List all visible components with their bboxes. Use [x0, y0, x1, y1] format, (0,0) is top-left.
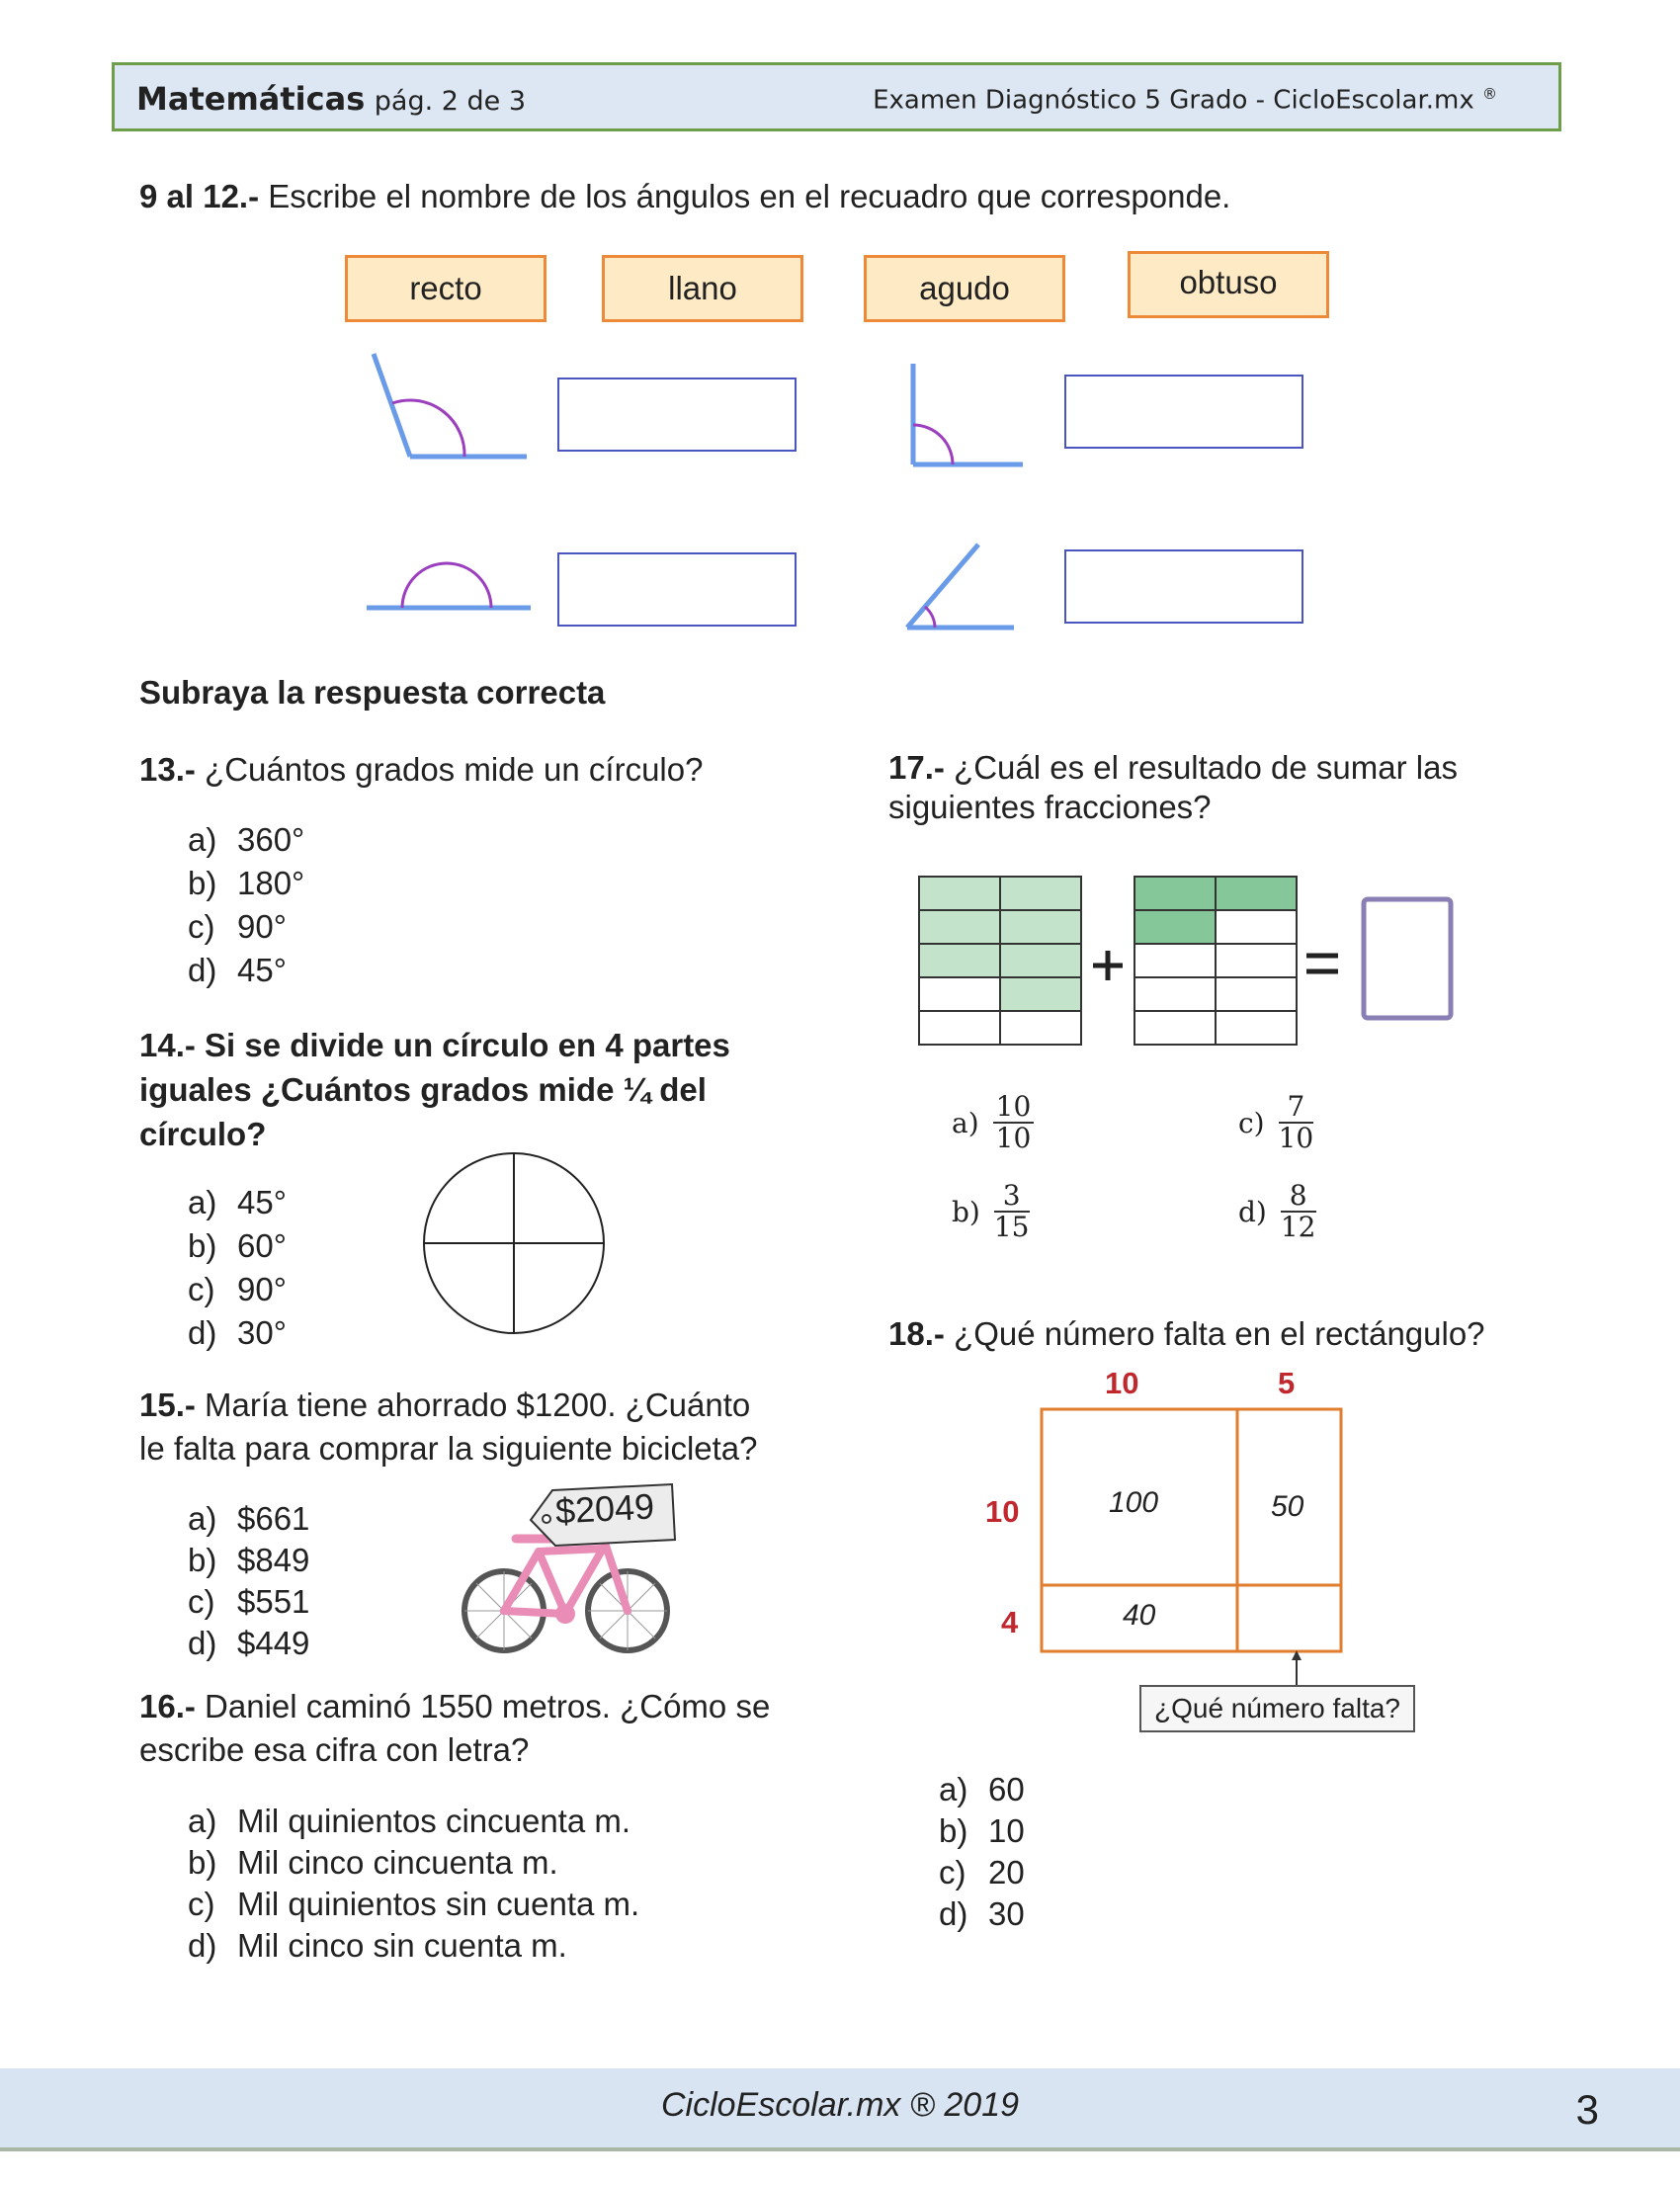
exam-title: Examen Diagnóstico 5 Grado - CicloEscolar.mx: [873, 85, 1474, 116]
option-letter: c): [188, 908, 215, 945]
right-angle-figure: [904, 356, 1033, 474]
option-text: Mil cinco sin cuenta m.: [237, 1927, 567, 1964]
option-c[interactable]: [188, 905, 304, 949]
obtuse-angle-figure: [356, 346, 534, 464]
q18-options: [939, 1769, 1025, 1935]
option-letter: c): [188, 1271, 215, 1307]
question-text: María tiene ahorrado $1200. ¿Cuánto: [195, 1387, 751, 1423]
option-d[interactable]: [188, 1311, 287, 1355]
answer-box-4[interactable]: [1064, 549, 1303, 624]
option-text: 90°: [237, 908, 287, 945]
denominator: 10: [1278, 1122, 1314, 1154]
option-letter: a): [188, 1184, 217, 1220]
numerator: 7: [1279, 1092, 1314, 1124]
cell-50: 50: [1271, 1490, 1304, 1523]
option-b[interactable]: [188, 1224, 287, 1268]
question-line: 14.- Si se divide un círculo en 4 partes: [139, 1027, 730, 1063]
option-letter: d): [188, 1625, 217, 1661]
option-text: 180°: [237, 865, 305, 901]
option-text: 45°: [237, 1184, 287, 1220]
acute-angle-figure: [899, 539, 1018, 632]
option-text: $849: [237, 1542, 310, 1578]
fraction-grids-figure: [917, 875, 1461, 1048]
question-number: 17.-: [888, 749, 945, 786]
subject-title: Matemáticas: [136, 80, 366, 118]
question-number: 18.-: [888, 1315, 945, 1352]
question-text: ¿Cuál es el resultado de sumar las: [944, 749, 1458, 786]
denominator: 12: [1280, 1211, 1316, 1243]
option-text: Mil quinientos sin cuenta m.: [237, 1886, 640, 1922]
missing-number-callout: ¿Qué número falta?: [1139, 1685, 1415, 1732]
fraction-10-10: [993, 1092, 1035, 1153]
option-d[interactable]: [188, 1623, 309, 1664]
question-text: Escribe el nombre de los ángulos en el recuadro que corresponde.: [259, 178, 1231, 214]
q17-option-b[interactable]: [952, 1181, 1030, 1242]
question-number: 16.-: [139, 1688, 196, 1724]
page-footer: [0, 2068, 1680, 2151]
answer-box-2[interactable]: [1064, 375, 1303, 449]
option-a[interactable]: [188, 1181, 287, 1224]
question-line: círculo?: [139, 1116, 267, 1152]
registered-mark: ®: [1482, 85, 1497, 103]
footer-text: CicloEscolar.mx ® 2019: [660, 2086, 1020, 2124]
question-14: [139, 1023, 730, 1156]
option-text: Mil quinientos cincuenta m.: [237, 1803, 631, 1839]
option-letter: d): [939, 1895, 968, 1932]
page-header: [112, 62, 1561, 131]
option-b[interactable]: [188, 862, 304, 905]
option-c[interactable]: [188, 1581, 309, 1623]
option-a[interactable]: [188, 818, 304, 862]
numerator: 3: [994, 1181, 1030, 1213]
option-text: 20: [988, 1854, 1025, 1891]
option-b[interactable]: [188, 1540, 309, 1581]
option-text: $449: [237, 1625, 310, 1661]
side-label-10: 10: [985, 1494, 1020, 1529]
option-letter: a): [952, 1106, 979, 1139]
denominator: 10: [995, 1122, 1032, 1154]
cell-100: 100: [1109, 1486, 1159, 1519]
question-line: siguientes fracciones?: [888, 789, 1212, 825]
area-model-figure: [1040, 1407, 1346, 1654]
price-tag-text: $2049: [553, 1485, 656, 1532]
header-subject: [136, 80, 526, 118]
question-text: Daniel caminó 1550 metros. ¿Cómo se: [195, 1688, 771, 1724]
option-a[interactable]: [188, 1498, 309, 1540]
question-18: [888, 1312, 1485, 1356]
page-indicator: pág. 2 de 3: [374, 86, 527, 117]
option-letter: c): [1238, 1106, 1265, 1139]
option-text: 60°: [237, 1227, 287, 1264]
option-letter: a): [188, 821, 217, 858]
option-letter: a): [188, 1803, 217, 1839]
option-letter: b): [188, 1844, 217, 1881]
option-text: 360°: [237, 821, 305, 858]
question-text: ¿Cuántos grados mide un círculo?: [195, 751, 704, 788]
option-letter: a): [188, 1500, 217, 1537]
numerator: 10: [993, 1092, 1035, 1124]
q13-options: [188, 818, 304, 992]
option-a[interactable]: [188, 1801, 639, 1842]
option-letter: c): [939, 1854, 966, 1891]
option-text: 10: [988, 1812, 1025, 1849]
option-text: 30°: [237, 1314, 287, 1351]
cell-40: 40: [1123, 1599, 1156, 1632]
question-line: le falta para comprar la siguiente bicicleta?: [139, 1430, 758, 1467]
label-llano: llano: [602, 255, 803, 322]
fraction-8-12: [1281, 1181, 1316, 1242]
option-letter: c): [188, 1583, 215, 1620]
straight-angle-figure: [364, 548, 534, 618]
fraction-grid-2: [1134, 877, 1297, 1045]
option-letter: b): [188, 1542, 217, 1578]
question-number: 13.-: [139, 751, 196, 788]
option-text: 60: [988, 1771, 1025, 1807]
option-text: 45°: [237, 952, 287, 988]
q14-options: [188, 1181, 287, 1355]
top-label-5: 5: [1278, 1366, 1296, 1400]
question-15: [139, 1384, 758, 1471]
top-label-10: 10: [1105, 1366, 1139, 1400]
q16-options: [188, 1801, 639, 1967]
option-text: 30: [988, 1895, 1025, 1932]
option-letter: c): [188, 1886, 215, 1922]
answer-box-3[interactable]: [557, 552, 797, 627]
option-a[interactable]: [939, 1769, 1025, 1810]
question-13: [139, 748, 703, 792]
circle-quarters-figure: [420, 1149, 608, 1337]
denominator: 15: [993, 1211, 1030, 1243]
header-exam-title: [873, 85, 1497, 116]
page-number: 3: [1575, 2086, 1599, 2133]
question-17: [888, 748, 1458, 827]
option-d[interactable]: [939, 1893, 1025, 1935]
option-c[interactable]: [939, 1852, 1025, 1893]
option-b[interactable]: [188, 1842, 639, 1884]
question-16: [139, 1685, 770, 1772]
label-agudo: agudo: [864, 255, 1065, 322]
option-d[interactable]: [188, 949, 304, 992]
numerator: 8: [1281, 1181, 1316, 1213]
side-label-4: 4: [1001, 1605, 1019, 1639]
question-number: 9 al 12.-: [139, 178, 260, 214]
option-b[interactable]: [939, 1810, 1025, 1852]
fraction-grid-1: [919, 877, 1081, 1045]
option-d[interactable]: [188, 1925, 639, 1967]
option-text: 90°: [237, 1271, 287, 1307]
answer-box-1[interactable]: [557, 378, 797, 452]
q15-options: [188, 1498, 309, 1664]
question-text: ¿Qué número falta en el rectángulo?: [944, 1315, 1485, 1352]
option-c[interactable]: [188, 1268, 287, 1311]
fraction-7-10: [1279, 1092, 1314, 1153]
option-text: $551: [237, 1583, 310, 1620]
option-letter: b): [939, 1812, 968, 1849]
question-line: escribe esa cifra con letra?: [139, 1731, 530, 1768]
q17-option-c[interactable]: [1238, 1092, 1313, 1153]
option-letter: d): [1238, 1195, 1267, 1228]
fraction-3-15: [994, 1181, 1030, 1242]
section-title: Subraya la respuesta correcta: [139, 674, 606, 711]
option-text: $661: [237, 1500, 310, 1537]
question-line: iguales ¿Cuántos grados mide ¼ del: [139, 1071, 707, 1108]
option-letter: b): [952, 1195, 980, 1228]
option-letter: a): [939, 1771, 968, 1807]
option-text: Mil cinco cincuenta m.: [237, 1844, 558, 1881]
label-recto: recto: [345, 255, 546, 322]
question-number: 15.-: [139, 1387, 196, 1423]
option-letter: b): [188, 1227, 217, 1264]
q17-option-a[interactable]: [952, 1092, 1034, 1153]
option-letter: d): [188, 1927, 217, 1964]
q17-option-d[interactable]: [1238, 1181, 1316, 1242]
label-obtuso: obtuso: [1128, 251, 1329, 318]
option-letter: d): [188, 1314, 217, 1351]
option-c[interactable]: [188, 1884, 639, 1925]
question-9-12: [139, 175, 1230, 218]
option-letter: d): [188, 952, 217, 988]
arrow-up-icon: [1287, 1650, 1306, 1690]
option-letter: b): [188, 865, 217, 901]
